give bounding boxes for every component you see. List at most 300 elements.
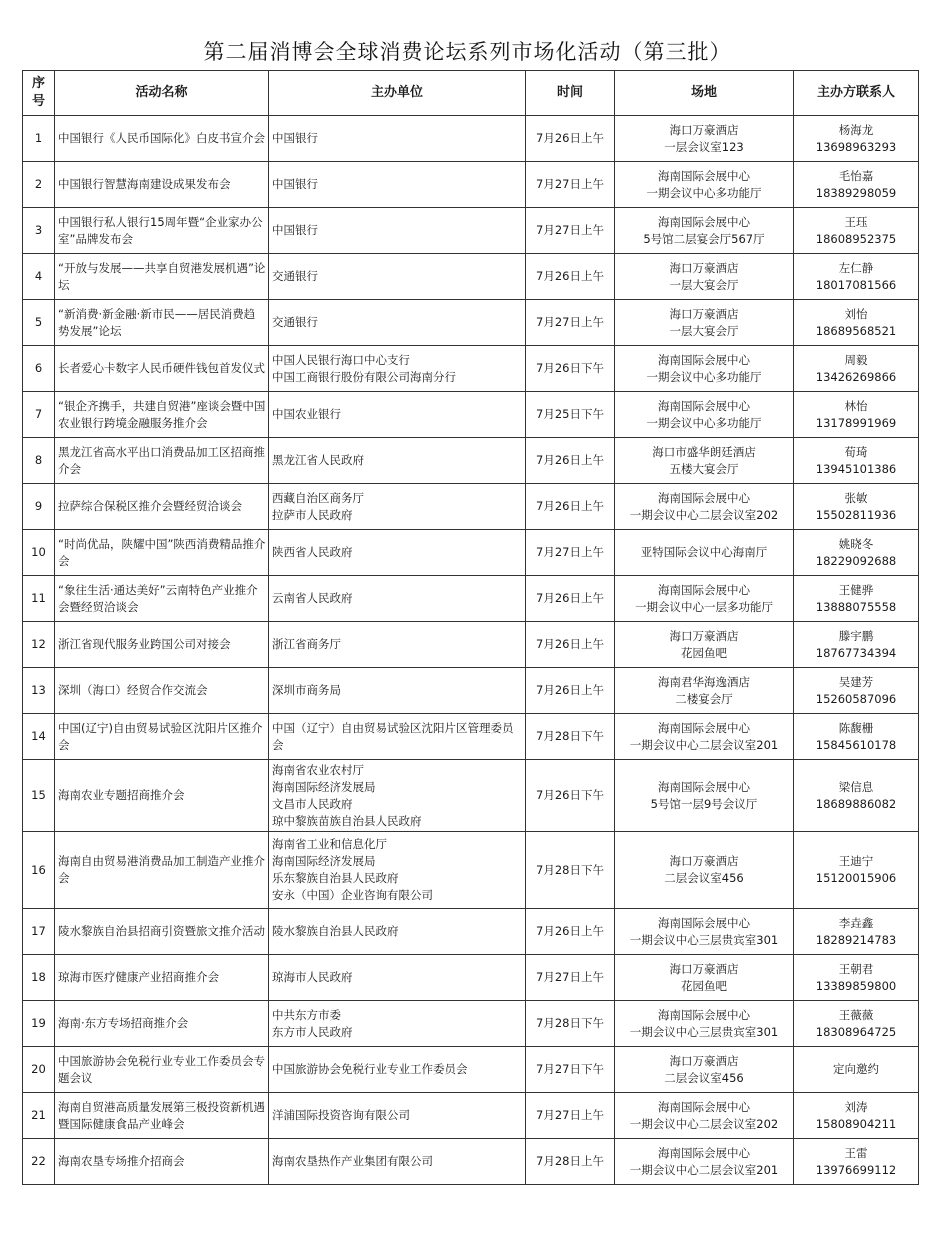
- venue-line: 海口万豪酒店: [669, 122, 739, 137]
- contact-phone: 15260587096: [815, 691, 897, 706]
- cell-contact: [794, 346, 919, 392]
- organizer-line: 洋浦国际投资咨询有限公司: [272, 1108, 410, 1122]
- venue-line: 一期会议中心二层会议室202: [629, 1116, 779, 1131]
- cell-no: 4: [23, 254, 55, 300]
- cell-time: 7月27日下午: [526, 1047, 615, 1093]
- cell-no: 21: [23, 1093, 55, 1139]
- cell-contact: [794, 392, 919, 438]
- events-table: [22, 70, 919, 1185]
- cell-time: 7月27日上午: [526, 300, 615, 346]
- cell-contact: [794, 1001, 919, 1047]
- header-venue: 场地: [615, 71, 794, 116]
- cell-no: 13: [23, 668, 55, 714]
- cell-no: 8: [23, 438, 55, 484]
- venue-line: 海南国际会展中心: [658, 582, 750, 597]
- organizer-line: 中国银行: [272, 223, 318, 237]
- venue-line: 海南国际会展中心: [658, 720, 750, 735]
- organizer-line: 中国（辽宁）自由贸易试验区沈阳片区管理委员会: [272, 720, 514, 752]
- contact-phone: 15120015906: [815, 871, 897, 885]
- cell-event-name: [55, 576, 269, 622]
- contact-phone: 18289214783: [815, 932, 897, 947]
- header-event-name: 活动名称: [55, 71, 269, 116]
- cell-contact: [794, 714, 919, 760]
- header-contact: 主办方联系人: [794, 71, 919, 116]
- venue-line: 二层会议室456: [664, 1070, 744, 1085]
- cell-event-name: [55, 1139, 269, 1185]
- organizer-line: 乐东黎族自治县人民政府: [272, 871, 399, 885]
- cell-no: 18: [23, 955, 55, 1001]
- cell-time: 7月26日上午: [526, 484, 615, 530]
- cell-organizer: [269, 714, 526, 760]
- venue-line: 一期会议中心二层会议室202: [629, 507, 779, 522]
- contact-phone: 15845610178: [815, 737, 897, 752]
- organizer-line: 中国工商银行股份有限公司海南分行: [272, 369, 456, 384]
- page-title: 第二届消博会全球消费论坛系列市场化活动（第三批）: [203, 40, 732, 64]
- table-row: [23, 832, 919, 909]
- table-header-row: [23, 71, 919, 116]
- table-row: [23, 714, 919, 760]
- contact-phone: 13389859800: [815, 978, 897, 993]
- cell-contact: [794, 116, 919, 162]
- venue-line: 一期会议中心多功能厅: [646, 415, 762, 430]
- cell-contact: [794, 438, 919, 484]
- contact-phone: 15808904211: [815, 1116, 897, 1131]
- table-row: [23, 1139, 919, 1185]
- contact-name: 姚晓冬: [838, 536, 874, 551]
- cell-no: 5: [23, 300, 55, 346]
- cell-time: 7月27日上午: [526, 1093, 615, 1139]
- contact-name: 滕宇鹏: [838, 628, 874, 643]
- cell-no: 17: [23, 909, 55, 955]
- cell-time: 7月26日上午: [526, 576, 615, 622]
- event-name-text: 中国银行智慧海南建设成果发布会: [58, 177, 231, 191]
- cell-event-name: [55, 955, 269, 1001]
- cell-venue: [615, 622, 794, 668]
- cell-contact: [794, 1139, 919, 1185]
- venue-line: 海南国际会展中心: [658, 1145, 750, 1160]
- venue-line: 5号馆一层9号会议厅: [650, 796, 758, 811]
- cell-event-name: [55, 484, 269, 530]
- table-row: [23, 208, 919, 254]
- venue-line: 一期会议中心多功能厅: [646, 369, 762, 384]
- contact-phone: 13178991969: [815, 415, 897, 430]
- event-name-text: 中国旅游协会免税行业专业工作委员会专题会议: [58, 1053, 265, 1085]
- event-name-text: 黑龙江省高水平出口消费品加工区招商推介会: [58, 444, 265, 476]
- event-name-text: “时尚优品，陕耀中国”陕西消费精品推介会: [58, 536, 266, 568]
- cell-event-name: [55, 622, 269, 668]
- cell-time: 7月28日下午: [526, 714, 615, 760]
- cell-contact: [794, 1093, 919, 1139]
- cell-no: 1: [23, 116, 55, 162]
- venue-line: 一期会议中心三层贵宾室301: [629, 932, 779, 947]
- cell-no: 19: [23, 1001, 55, 1047]
- venue-line: 海南国际会展中心: [658, 779, 750, 794]
- organizer-line: 海南省农业农村厅: [272, 762, 364, 777]
- contact-phone: 13976699112: [815, 1162, 897, 1177]
- organizer-line: 中国旅游协会免税行业专业工作委员会: [272, 1062, 468, 1076]
- event-name-text: “象往生活·通达美好”云南特色产业推介会暨经贸洽谈会: [58, 582, 258, 614]
- cell-no: 9: [23, 484, 55, 530]
- cell-venue: [615, 1139, 794, 1185]
- cell-contact: [794, 955, 919, 1001]
- cell-event-name: [55, 162, 269, 208]
- event-name-text: 海南·东方专场招商推介会: [58, 1016, 189, 1030]
- cell-time: 7月27日上午: [526, 208, 615, 254]
- cell-event-name: [55, 300, 269, 346]
- cell-time: 7月26日上午: [526, 254, 615, 300]
- venue-line: 花园鱼吧: [681, 645, 727, 660]
- contact-name: 王珏: [844, 214, 868, 229]
- organizer-line: 拉萨市人民政府: [272, 507, 353, 522]
- cell-time: 7月27日上午: [526, 162, 615, 208]
- contact-phone: 13945101386: [815, 461, 897, 476]
- cell-venue: [615, 116, 794, 162]
- venue-line: 一期会议中心一层多功能厅: [635, 599, 773, 614]
- events-body: [23, 116, 919, 1185]
- cell-organizer: [269, 392, 526, 438]
- table-row: [23, 530, 919, 576]
- event-name-text: “新消费·新金融·新市民——居民消费趋势发展”论坛: [58, 306, 256, 338]
- venue-line: 海南国际会展中心: [658, 1099, 750, 1114]
- organizer-line: 中国农业银行: [272, 407, 341, 421]
- organizer-line: 中国银行: [272, 131, 318, 145]
- cell-organizer: [269, 1001, 526, 1047]
- contact-name: 李垚鑫: [838, 915, 874, 930]
- cell-no: 11: [23, 576, 55, 622]
- table-row: [23, 760, 919, 832]
- organizer-line: 云南省人民政府: [272, 591, 353, 605]
- venue-line: 海南国际会展中心: [658, 168, 750, 183]
- organizer-line: 中国人民银行海口中心支行: [272, 352, 410, 367]
- cell-organizer: [269, 909, 526, 955]
- cell-organizer: [269, 208, 526, 254]
- event-name-text: 海南农垦专场推介招商会: [58, 1154, 185, 1168]
- cell-venue: [615, 1001, 794, 1047]
- venue-line: 亚特国际会议中心海南厅: [640, 545, 768, 559]
- cell-organizer: [269, 576, 526, 622]
- venue-line: 五楼大宴会厅: [669, 461, 739, 476]
- cell-organizer: [269, 1139, 526, 1185]
- organizer-line: 陕西省人民政府: [272, 545, 353, 559]
- table-row: [23, 1001, 919, 1047]
- table-row: [23, 484, 919, 530]
- cell-venue: [615, 254, 794, 300]
- table-row: [23, 116, 919, 162]
- organizer-line: 琼海市人民政府: [272, 970, 353, 984]
- contact-phone: 18389298059: [815, 185, 897, 200]
- venue-line: 海南国际会展中心: [658, 398, 750, 413]
- venue-line: 海口市盛华朗廷酒店: [652, 444, 756, 459]
- organizer-line: 深圳市商务局: [272, 683, 341, 697]
- cell-venue: [615, 346, 794, 392]
- cell-organizer: [269, 622, 526, 668]
- cell-organizer: [269, 438, 526, 484]
- venue-line: 海口万豪酒店: [669, 1053, 739, 1068]
- cell-no: 12: [23, 622, 55, 668]
- cell-time: 7月26日下午: [526, 760, 615, 832]
- cell-organizer: [269, 1093, 526, 1139]
- cell-venue: [615, 208, 794, 254]
- cell-no: 2: [23, 162, 55, 208]
- venue-line: 海口万豪酒店: [669, 260, 739, 275]
- contact-phone: 18229092688: [815, 553, 897, 568]
- event-name-text: 海南农业专题招商推介会: [58, 788, 185, 802]
- event-name-text: 琼海市医疗健康产业招商推介会: [58, 970, 219, 984]
- event-name-text: 深圳（海口）经贸合作交流会: [58, 683, 208, 697]
- table-row: [23, 254, 919, 300]
- venue-line: 海南国际会展中心: [658, 352, 750, 367]
- contact-phone: 13426269866: [815, 369, 897, 384]
- organizer-line: 陵水黎族自治县人民政府: [272, 924, 399, 938]
- contact-phone: 18608952375: [815, 231, 897, 246]
- contact-name: 王雷: [844, 1145, 868, 1160]
- cell-venue: [615, 392, 794, 438]
- contact-name: 毛怡嘉: [838, 168, 874, 183]
- table-row: [23, 162, 919, 208]
- cell-venue: [615, 530, 794, 576]
- organizer-line: 中共东方市委: [272, 1007, 341, 1022]
- cell-event-name: [55, 254, 269, 300]
- venue-line: 海口万豪酒店: [669, 961, 739, 976]
- event-name-text: 中国银行私人银行15周年暨“企业家办公室”品牌发布会: [58, 214, 263, 246]
- venue-line: 海南国际会展中心: [658, 490, 750, 505]
- cell-contact: [794, 760, 919, 832]
- cell-no: 6: [23, 346, 55, 392]
- cell-event-name: [55, 909, 269, 955]
- table-row: [23, 346, 919, 392]
- venue-line: 一层大宴会厅: [669, 277, 739, 292]
- contact-name: 梁信息: [838, 779, 874, 794]
- cell-venue: [615, 909, 794, 955]
- organizer-line: 东方市人民政府: [272, 1024, 353, 1039]
- cell-venue: [615, 438, 794, 484]
- event-name-text: 长者爱心卡数字人民币硬件钱包首发仪式: [58, 361, 265, 375]
- cell-time: 7月25日下午: [526, 392, 615, 438]
- event-name-text: “银企齐携手，共建自贸港”座谈会暨中国农业银行跨境金融服务推介会: [58, 398, 266, 430]
- organizer-line: 琼中黎族苗族自治县人民政府: [272, 813, 422, 828]
- cell-contact: [794, 1047, 919, 1093]
- cell-event-name: [55, 1093, 269, 1139]
- contact-name: 周毅: [844, 352, 868, 367]
- cell-time: 7月26日上午: [526, 668, 615, 714]
- organizer-line: 海南国际经济发展局: [272, 854, 376, 868]
- cell-no: 7: [23, 392, 55, 438]
- venue-line: 一期会议中心三层贵宾室301: [629, 1024, 779, 1039]
- organizer-line: 海南农垦热作产业集团有限公司: [272, 1154, 433, 1168]
- cell-event-name: [55, 116, 269, 162]
- cell-contact: [794, 162, 919, 208]
- table-row: [23, 955, 919, 1001]
- organizer-line: 海南国际经济发展局: [272, 779, 376, 794]
- organizer-line: 海南省工业和信息化厅: [272, 837, 387, 851]
- venue-line: 花园鱼吧: [681, 978, 727, 993]
- cell-contact: [794, 530, 919, 576]
- cell-event-name: [55, 832, 269, 909]
- cell-venue: [615, 832, 794, 909]
- cell-organizer: [269, 955, 526, 1001]
- cell-no: 16: [23, 832, 55, 909]
- cell-event-name: [55, 530, 269, 576]
- event-name-text: 浙江省现代服务业跨国公司对接会: [58, 637, 231, 651]
- cell-time: 7月27日上午: [526, 955, 615, 1001]
- header-time: 时间: [526, 71, 615, 116]
- cell-venue: [615, 576, 794, 622]
- contact-name: 王朝君: [838, 961, 874, 976]
- venue-line: 一期会议中心二层会议室201: [629, 1162, 779, 1177]
- event-name-text: 中国(辽宁)自由贸易试验区沈阳片区推介会: [58, 720, 263, 752]
- cell-event-name: [55, 1001, 269, 1047]
- cell-no: 3: [23, 208, 55, 254]
- cell-organizer: [269, 254, 526, 300]
- table-row: [23, 576, 919, 622]
- cell-venue: [615, 1093, 794, 1139]
- cell-no: 20: [23, 1047, 55, 1093]
- cell-contact: [794, 668, 919, 714]
- cell-time: 7月28日上午: [526, 1139, 615, 1185]
- cell-contact: [794, 300, 919, 346]
- cell-event-name: [55, 714, 269, 760]
- event-name-text: 海南自贸港高质量发展第三极投资新机遇暨国际健康食品产业峰会: [58, 1099, 265, 1131]
- organizer-line: 安永（中国）企业咨询有限公司: [272, 888, 433, 902]
- cell-contact: [794, 484, 919, 530]
- contact-name: 陈馥栅: [838, 720, 874, 735]
- contact-phone: 18689568521: [815, 323, 897, 338]
- contact-phone: 13698963293: [815, 139, 897, 154]
- venue-line: 海南国际会展中心: [658, 214, 750, 229]
- contact-name: 刘怡: [844, 306, 868, 321]
- contact-phone: 13888075558: [815, 599, 897, 614]
- table-row: [23, 1093, 919, 1139]
- organizer-line: 黑龙江省人民政府: [272, 453, 364, 467]
- cell-organizer: [269, 832, 526, 909]
- contact-phone: 18689886082: [815, 796, 897, 811]
- contact-name: 王薇薇: [838, 1007, 874, 1022]
- organizer-line: 西藏自治区商务厅: [272, 490, 364, 505]
- cell-no: 22: [23, 1139, 55, 1185]
- table-row: [23, 909, 919, 955]
- organizer-line: 浙江省商务厅: [272, 637, 341, 651]
- cell-venue: [615, 162, 794, 208]
- organizer-line: 交通银行: [272, 315, 318, 329]
- cell-organizer: [269, 1047, 526, 1093]
- cell-event-name: [55, 392, 269, 438]
- event-name-text: 中国银行《人民币国际化》白皮书宣介会: [58, 131, 265, 145]
- cell-no: 15: [23, 760, 55, 832]
- cell-organizer: [269, 760, 526, 832]
- venue-line: 5号馆二层宴会厅567厅: [643, 231, 765, 246]
- cell-organizer: [269, 346, 526, 392]
- table-row: [23, 300, 919, 346]
- contact-phone: 15502811936: [815, 507, 897, 522]
- cell-contact: [794, 208, 919, 254]
- cell-organizer: [269, 484, 526, 530]
- organizer-line: 交通银行: [272, 269, 318, 283]
- header-no: 序号: [23, 71, 55, 116]
- cell-venue: [615, 484, 794, 530]
- cell-venue: [615, 1047, 794, 1093]
- venue-line: 一层大宴会厅: [669, 323, 739, 338]
- venue-line: 海南君华海逸酒店: [658, 674, 750, 689]
- contact-name: 定向邀约: [833, 1062, 879, 1076]
- cell-event-name: [55, 760, 269, 832]
- table-row: [23, 622, 919, 668]
- cell-time: 7月26日上午: [526, 909, 615, 955]
- table-row: [23, 438, 919, 484]
- venue-line: 一层会议室123: [664, 139, 744, 154]
- event-name-text: 海南自由贸易港消费品加工制造产业推介会: [58, 854, 265, 885]
- cell-event-name: [55, 208, 269, 254]
- cell-no: 14: [23, 714, 55, 760]
- cell-event-name: [55, 1047, 269, 1093]
- table-row: [23, 1047, 919, 1093]
- cell-venue: [615, 668, 794, 714]
- cell-event-name: [55, 346, 269, 392]
- header-organizer: 主办单位: [269, 71, 526, 116]
- cell-time: 7月26日上午: [526, 438, 615, 484]
- contact-phone: 18767734394: [815, 645, 897, 660]
- cell-event-name: [55, 438, 269, 484]
- venue-line: 二楼宴会厅: [675, 691, 733, 706]
- contact-name: 王健骅: [838, 582, 874, 597]
- cell-contact: [794, 832, 919, 909]
- contact-name: 刘涛: [844, 1099, 868, 1114]
- contact-phone: 18308964725: [815, 1024, 897, 1039]
- cell-time: 7月27日上午: [526, 530, 615, 576]
- venue-line: 海口万豪酒店: [669, 854, 739, 868]
- cell-time: 7月26日上午: [526, 622, 615, 668]
- contact-name: 张敏: [844, 490, 868, 505]
- cell-no: 10: [23, 530, 55, 576]
- cell-contact: [794, 254, 919, 300]
- organizer-line: 文昌市人民政府: [272, 796, 353, 811]
- cell-event-name: [55, 668, 269, 714]
- cell-time: 7月26日上午: [526, 116, 615, 162]
- table-row: [23, 668, 919, 714]
- cell-contact: [794, 909, 919, 955]
- contact-name: 杨海龙: [838, 122, 874, 137]
- venue-line: 二层会议室456: [664, 871, 744, 885]
- cell-time: 7月28日下午: [526, 832, 615, 909]
- venue-line: 海南国际会展中心: [658, 915, 750, 930]
- cell-organizer: [269, 300, 526, 346]
- contact-name: 王迪宁: [838, 854, 874, 868]
- contact-name: 左仁静: [838, 260, 874, 275]
- cell-venue: [615, 714, 794, 760]
- cell-venue: [615, 760, 794, 832]
- table-row: [23, 392, 919, 438]
- cell-contact: [794, 622, 919, 668]
- organizer-line: 中国银行: [272, 177, 318, 191]
- contact-name: 吴建芳: [838, 674, 874, 689]
- contact-name: 荀琦: [844, 444, 868, 459]
- cell-venue: [615, 955, 794, 1001]
- venue-line: 海口万豪酒店: [669, 628, 739, 643]
- contact-phone: 18017081566: [815, 277, 897, 292]
- event-name-text: “开放与发展——共享自贸港发展机遇”论坛: [58, 260, 266, 292]
- venue-line: 一期会议中心二层会议室201: [629, 737, 779, 752]
- venue-line: 海口万豪酒店: [669, 306, 739, 321]
- event-name-text: 拉萨综合保税区推介会暨经贸洽谈会: [58, 499, 242, 513]
- cell-organizer: [269, 162, 526, 208]
- venue-line: 海南国际会展中心: [658, 1007, 750, 1022]
- venue-line: 一期会议中心多功能厅: [646, 185, 762, 200]
- cell-contact: [794, 576, 919, 622]
- cell-organizer: [269, 116, 526, 162]
- contact-name: 林怡: [844, 398, 868, 413]
- cell-time: 7月28日下午: [526, 1001, 615, 1047]
- cell-time: 7月26日下午: [526, 346, 615, 392]
- event-name-text: 陵水黎族自治县招商引资暨旅文推介活动: [58, 924, 265, 938]
